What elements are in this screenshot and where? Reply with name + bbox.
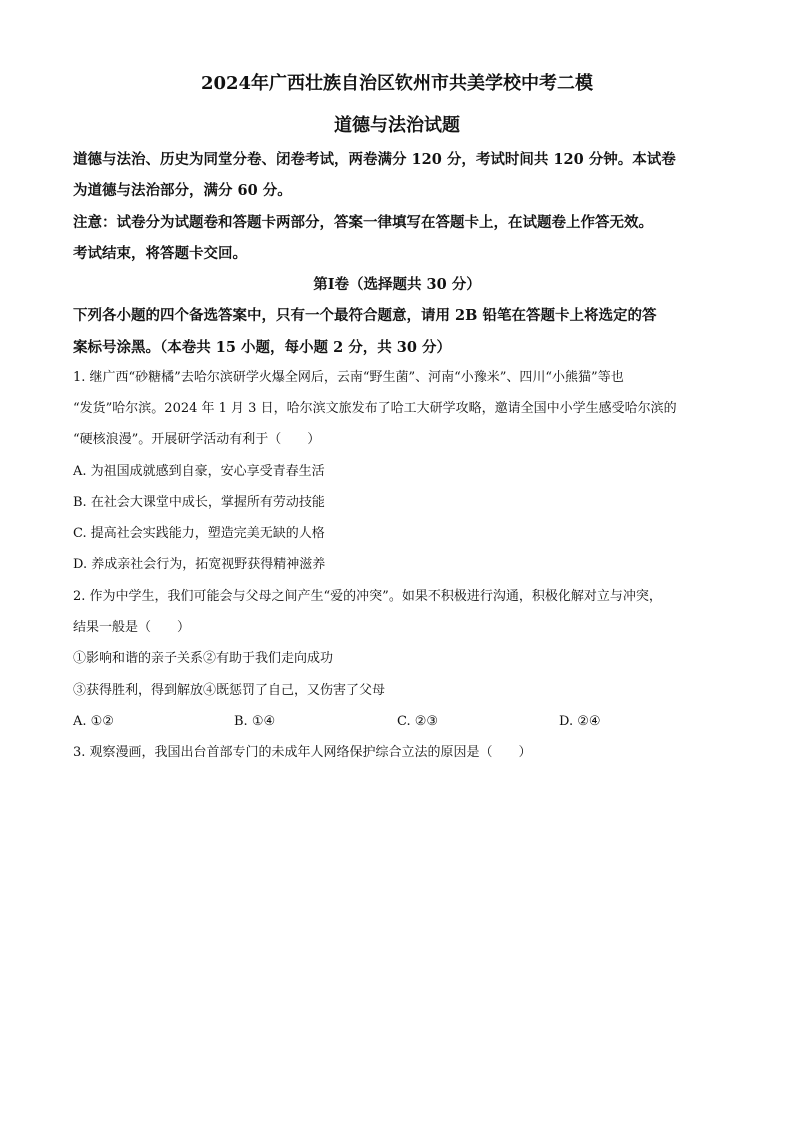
question-2-line-2: 结果一般是（ ） [73, 620, 191, 635]
question-1-line-1: 1. 继广西“砂糖橘”去哈尔滨研学火爆全网后，云南“野生菌”、河南“小豫米”、四川“小熊猫”等也 [73, 370, 624, 385]
section-instruction-1: 下列各小题的四个备选答案中，只有一个最符合题意，请用 2B 铅笔在答题卡上将选定的答 [73, 307, 657, 324]
section-title: 第Ⅰ卷（选择题共 30 分） [313, 276, 481, 293]
question-1-line-2: “发货”哈尔滨。2024 年 1 月 3 日，哈尔滨文旅发布了哈工大研学攻略，邀请全国中小学生感受哈尔滨的 [73, 401, 677, 416]
question-3-line-1: 3. 观察漫画，我国出台首部专门的未成年人网络保护综合立法的原因是（ ） [73, 745, 532, 760]
question-2-option-d: D. ②④ [559, 714, 601, 729]
question-2-option-b: B. ①④ [234, 714, 276, 729]
question-1-line-3: “硬核浪漫”。开展研学活动有利于（ ） [73, 432, 321, 447]
question-2-line-1: 2. 作为中学生，我们可能会与父母之间产生“爱的冲突”。如果不积极进行沟通，积极化解对立与冲突， [73, 589, 662, 604]
note-line-1: 注意：试卷分为试题卷和答题卡两部分，答案一律填写在答题卡上，在试题卷上作答无效。 [73, 214, 653, 231]
question-2-option-a: A. ①② [73, 714, 114, 729]
question-1-option-b: B. 在社会大课堂中成长，掌握所有劳动技能 [73, 495, 325, 510]
intro-line-2: 为道德与法治部分，满分 60 分。 [73, 182, 292, 199]
question-1-option-c: C. 提高社会实践能力，塑造完美无缺的人格 [73, 526, 325, 541]
question-1-option-a: A. 为祖国成就感到自豪，安心享受青春生活 [73, 464, 325, 479]
section-instruction-2: 案标号涂黑。（本卷共 15 小题，每小题 2 分，共 30 分） [73, 339, 451, 356]
question-2-option-c: C. ②③ [397, 714, 439, 729]
question-2-line-4: ③获得胜利，得到解放④既惩罚了自己，又伤害了父母 [73, 683, 386, 698]
exam-title: 2024年广西壮族自治区钦州市共美学校中考二模 [200, 73, 594, 94]
intro-line-1: 道德与法治、历史为同堂分卷、闭卷考试，两卷满分 120 分，考试时间共 120 分钟。本试卷 [73, 151, 676, 168]
question-1-option-d: D. 养成亲社会行为，拓宽视野获得精神滋养 [73, 557, 326, 572]
exam-subtitle: 道德与法治试题 [334, 115, 460, 136]
note-line-2: 考试结束，将答题卡交回。 [73, 245, 247, 262]
question-2-line-3: ①影响和谐的亲子关系②有助于我们走向成功 [73, 651, 334, 666]
